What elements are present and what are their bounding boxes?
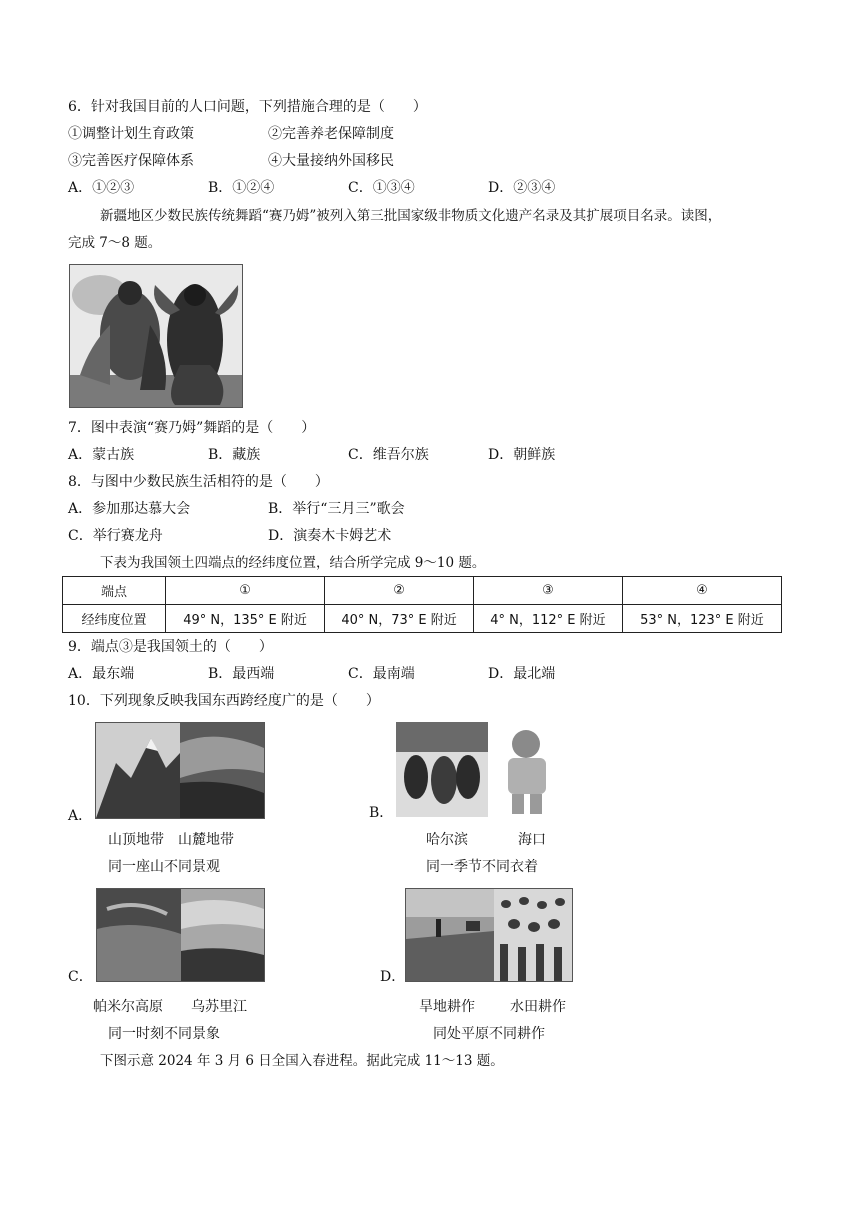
q9-option-b: B．最西端	[208, 666, 275, 682]
q10-option-a-letter: A．	[68, 808, 93, 824]
q10-option-d-caption-main: 同处平原不同耕作	[433, 1026, 545, 1042]
table-header-cell: 端点	[63, 577, 166, 605]
table-cell: 53° N，123° E 附近	[622, 605, 781, 633]
table-cell: 49° N，135° E 附近	[166, 605, 325, 633]
q10-option-d-letter: D．	[380, 969, 406, 985]
q6-stem: 6．针对我国目前的人口问题，下列措施合理的是（ ）	[68, 99, 427, 115]
q10-option-a-photo	[95, 722, 265, 819]
q10-option-c-photo	[96, 888, 265, 982]
q10-option-b-letter: B．	[369, 805, 394, 821]
q10-option-b-caption-left: 哈尔滨	[426, 832, 468, 848]
q10-option-d-photo	[405, 888, 573, 982]
q10-option-b-photo	[396, 722, 566, 817]
q9-stem: 9．端点③是我国领土的（ ）	[68, 639, 273, 655]
q9-option-a: A．最东端	[68, 666, 135, 682]
table-header-cell: ①	[166, 577, 325, 605]
q8-option-d: D．演奏木卡姆艺术	[268, 528, 392, 544]
q10-option-d-caption-right: 水田耕作	[510, 999, 566, 1015]
q7-option-d: D．朝鲜族	[488, 447, 556, 463]
q10-option-d-caption-left: 旱地耕作	[419, 999, 475, 1015]
q7-option-b: B．藏族	[208, 447, 261, 463]
extremity-coordinates-table	[62, 576, 782, 633]
table-row	[63, 605, 782, 633]
intro-9-10: 下表为我国领土四端点的经纬度位置，结合所学完成 9～10 题。	[100, 555, 486, 571]
table-header-row	[63, 577, 782, 605]
q8-option-a: A．参加那达慕大会	[68, 501, 191, 517]
q8-option-c: C．举行赛龙舟	[68, 528, 163, 544]
q10-option-c-letter: C．	[68, 969, 93, 985]
q10-option-a-caption-main: 同一座山不同景观	[108, 859, 220, 875]
q7-option-c: C．维吾尔族	[348, 447, 429, 463]
q10-option-c-caption-left: 帕米尔高原	[93, 999, 163, 1015]
table-header-cell: ③	[473, 577, 622, 605]
intro-11-13: 下图示意 2024 年 3 月 6 日全国入春进程。据此完成 11～13 题。	[100, 1053, 504, 1069]
q6-item-1: ①调整计划生育政策	[68, 126, 194, 142]
q6-option-d: D．②③④	[488, 180, 556, 196]
q9-option-d: D．最北端	[488, 666, 556, 682]
q10-option-a-caption-left: 山顶地带	[108, 832, 164, 848]
q6-option-b: B．①②④	[208, 180, 275, 196]
q6-option-c: C．①③④	[348, 180, 415, 196]
table-header-cell: ②	[325, 577, 474, 605]
q7-option-a: A．蒙古族	[68, 447, 135, 463]
q6-item-2: ②完善养老保障制度	[268, 126, 394, 142]
q6-item-4: ④大量接纳外国移民	[268, 153, 394, 169]
q8-option-b: B．举行“三月三”歌会	[268, 501, 405, 517]
q10-option-b-caption-right: 海口	[518, 832, 546, 848]
q8-stem: 8．与图中少数民族生活相符的是（ ）	[68, 474, 329, 490]
dance-photo	[69, 264, 243, 408]
table-header-cell: ④	[622, 577, 781, 605]
q10-option-b-caption-main: 同一季节不同衣着	[426, 859, 538, 875]
intro-7-8-line1: 新疆地区少数民族传统舞蹈“赛乃姆”被列入第三批国家级非物质文化遗产名录及其扩展项目名录。读图，	[100, 208, 722, 224]
q10-option-c-caption-right: 乌苏里江	[191, 999, 247, 1015]
q10-option-a-caption-right: 山麓地带	[178, 832, 234, 848]
q9-option-c: C．最南端	[348, 666, 415, 682]
table-cell: 40° N，73° E 附近	[325, 605, 474, 633]
q10-stem: 10．下列现象反映我国东西跨经度广的是（ ）	[68, 693, 380, 709]
q6-item-3: ③完善医疗保障体系	[68, 153, 194, 169]
q6-option-a: A．①②③	[68, 180, 135, 196]
table-cell: 4° N，112° E 附近	[473, 605, 622, 633]
table-cell: 经纬度位置	[63, 605, 166, 633]
q7-stem: 7．图中表演“赛乃姆”舞蹈的是（ ）	[68, 420, 316, 436]
q10-option-c-caption-main: 同一时刻不同景象	[108, 1026, 220, 1042]
intro-7-8-line2: 完成 7～8 题。	[68, 235, 162, 251]
